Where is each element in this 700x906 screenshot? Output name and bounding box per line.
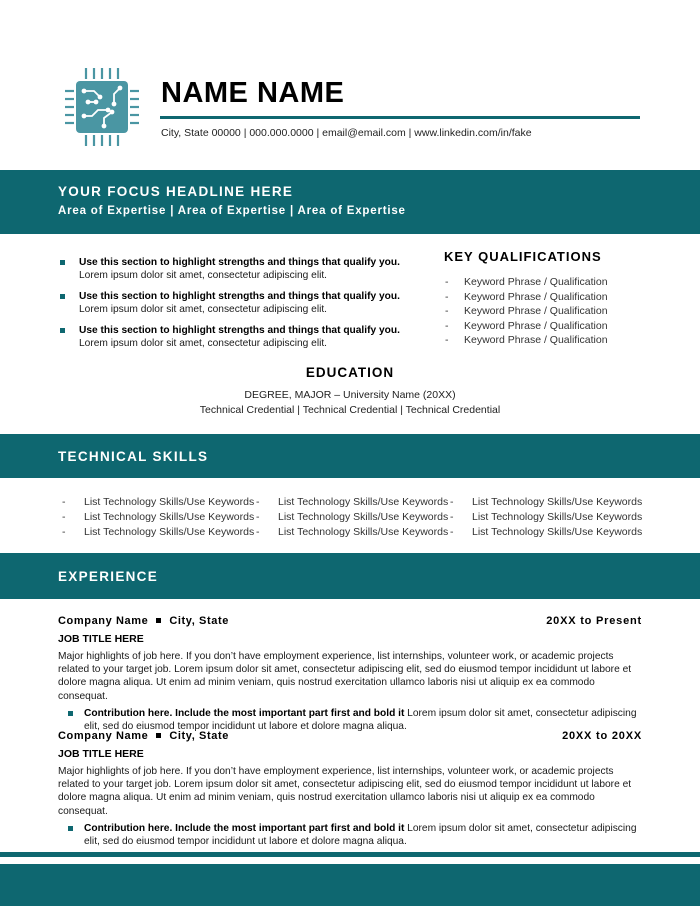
education-credentials: Technical Credential | Technical Credential | Technical Credential — [199, 404, 501, 416]
list-item — [256, 495, 450, 510]
skill-text: List Technology Skills/Use Keywords — [472, 525, 643, 538]
job-entry — [58, 615, 642, 733]
company-line — [58, 730, 229, 742]
strength-bold: Use this section to highlight strengths and things that qualify you. — [79, 291, 400, 302]
job-title: JOB TITLE HERE — [58, 633, 144, 645]
technical-skills-banner — [0, 434, 700, 478]
square-bullet-icon — [60, 260, 65, 265]
dash-bullet-icon: - — [450, 525, 454, 538]
skill-text: List Technology Skills/Use Keywords — [84, 496, 255, 508]
job-title: JOB TITLE HERE — [58, 748, 144, 760]
skill-text: List Technology Skills/Use Keywords — [84, 510, 255, 523]
key-qualifications-list — [444, 275, 644, 348]
footer-rule — [0, 852, 700, 857]
job-dates: 20XX to 20XX — [562, 730, 642, 742]
job-summary: Major highlights of job here. If you don’t have employment experience, list internships, volunteer work, or academic projects related to your target job. Lorem ipsum dolor sit amet, consectetur adipiscing elit, sed do eiusmod tempor incididunt ut labore et dolore magna aliqua. Ut enim ad minim veniam, quis nostrud exercitation ullamco laboris nisi ut aliquip ex ea commodo consequat. — [58, 651, 632, 702]
strength-text: Lorem ipsum dolor sit amet, consectetur adipiscing elit. — [79, 338, 328, 349]
job-entry — [58, 730, 642, 848]
strength-item — [58, 290, 430, 316]
strength-item — [58, 256, 430, 282]
strength-item — [58, 324, 430, 350]
contribution-bold: Contribution here. Include the most important part first and bold it — [84, 822, 405, 834]
dash-bullet-icon: - — [256, 525, 260, 538]
square-bullet-icon — [68, 826, 73, 831]
qualification-text: Keyword Phrase / Qualification — [464, 319, 608, 332]
contribution-item — [58, 822, 642, 848]
dash-bullet-icon: - — [62, 510, 66, 523]
education-degree: DEGREE, MAJOR – University Name (20XX) — [244, 389, 456, 401]
dash-bullet-icon: - — [445, 290, 449, 303]
contact-info: City, State 00000 | 000.000.0000 | email@email.com | www.linkedin.com/in/fake — [161, 127, 532, 139]
square-bullet-icon — [68, 711, 73, 716]
key-qualifications-heading: KEY QUALIFICATIONS — [444, 249, 602, 264]
footer-bar — [0, 864, 700, 906]
list-item — [444, 333, 644, 348]
square-separator-icon — [156, 733, 161, 738]
company-name: Company Name — [58, 730, 149, 742]
focus-headline: YOUR FOCUS HEADLINE HERE — [58, 184, 294, 199]
list-item — [450, 525, 644, 540]
circuit-chip-icon — [64, 64, 140, 150]
list-item — [444, 319, 644, 334]
company-name: Company Name — [58, 615, 149, 627]
dash-bullet-icon: - — [450, 496, 454, 508]
qualification-text: Keyword Phrase / Qualification — [464, 290, 608, 303]
education-heading: EDUCATION — [305, 365, 395, 380]
company-location: City, State — [169, 730, 229, 742]
strength-text: Lorem ipsum dolor sit amet, consectetur adipiscing elit. — [79, 270, 328, 281]
list-item — [62, 510, 256, 525]
strengths-list — [58, 256, 430, 358]
strength-bold: Use this section to highlight strengths and things that qualify you. — [79, 257, 400, 268]
dash-bullet-icon: - — [256, 510, 260, 523]
list-item — [62, 525, 256, 540]
skill-text: List Technology Skills/Use Keywords — [472, 510, 643, 523]
dash-bullet-icon: - — [445, 334, 449, 347]
focus-banner — [0, 170, 700, 234]
list-item — [450, 495, 644, 510]
company-line — [58, 615, 229, 627]
contribution-text: Lorem ipsum dolor sit amet, consectetur adipiscing elit, sed do eiusmod tempor incididunt ut labore et dolore magna aliqua. — [84, 707, 637, 732]
square-separator-icon — [156, 618, 161, 623]
company-location: City, State — [169, 615, 229, 627]
list-item — [256, 525, 450, 540]
qualification-text: Keyword Phrase / Qualification — [464, 276, 608, 288]
skill-text: List Technology Skills/Use Keywords — [472, 496, 643, 508]
experience-heading: EXPERIENCE — [58, 569, 159, 584]
qualification-text: Keyword Phrase / Qualification — [464, 334, 608, 347]
skill-text: List Technology Skills/Use Keywords — [278, 525, 449, 538]
technical-skills-heading: TECHNICAL SKILLS — [58, 449, 209, 464]
list-item — [444, 275, 644, 290]
contribution-text: Lorem ipsum dolor sit amet, consectetur adipiscing elit, sed do eiusmod tempor incididunt ut labore et dolore magna aliqua. — [84, 822, 637, 847]
dash-bullet-icon: - — [445, 276, 449, 288]
dash-bullet-icon: - — [256, 496, 260, 508]
square-bullet-icon — [60, 294, 65, 299]
list-item — [62, 495, 256, 510]
job-dates: 20XX to Present — [546, 615, 642, 627]
contribution-bold: Contribution here. Include the most important part first and bold it — [84, 707, 405, 719]
qualification-text: Keyword Phrase / Qualification — [464, 305, 608, 318]
strength-text: Lorem ipsum dolor sit amet, consectetur adipiscing elit. — [79, 304, 328, 315]
candidate-name: NAME NAME — [161, 77, 345, 109]
experience-banner — [0, 553, 700, 599]
job-summary: Major highlights of job here. If you don’t have employment experience, list internships, volunteer work, or academic projects related to your target job. Lorem ipsum dolor sit amet, consectetur adipiscing elit, sed do eiusmod tempor incididunt ut labore et dolore magna aliqua. Ut enim ad minim veniam, quis nostrud exercitation ullamco laboris nisi ut aliquip ex ea commodo consequat. — [58, 766, 632, 817]
skill-text: List Technology Skills/Use Keywords — [278, 496, 449, 508]
square-bullet-icon — [60, 328, 65, 333]
areas-of-expertise: Area of Expertise | Area of Expertise | Area of Expertise — [58, 205, 406, 217]
list-item — [444, 304, 644, 319]
strength-bold: Use this section to highlight strengths and things that qualify you. — [79, 325, 400, 336]
list-item — [450, 510, 644, 525]
list-item — [256, 510, 450, 525]
dash-bullet-icon: - — [450, 510, 454, 523]
contribution-item — [58, 707, 642, 733]
list-item — [444, 290, 644, 305]
dash-bullet-icon: - — [62, 496, 66, 508]
dash-bullet-icon: - — [445, 319, 449, 332]
technical-skills-grid — [62, 495, 652, 539]
dash-bullet-icon: - — [445, 305, 449, 318]
skill-text: List Technology Skills/Use Keywords — [84, 525, 255, 538]
skill-text: List Technology Skills/Use Keywords — [278, 510, 449, 523]
dash-bullet-icon: - — [62, 525, 66, 538]
header-divider — [160, 116, 640, 119]
